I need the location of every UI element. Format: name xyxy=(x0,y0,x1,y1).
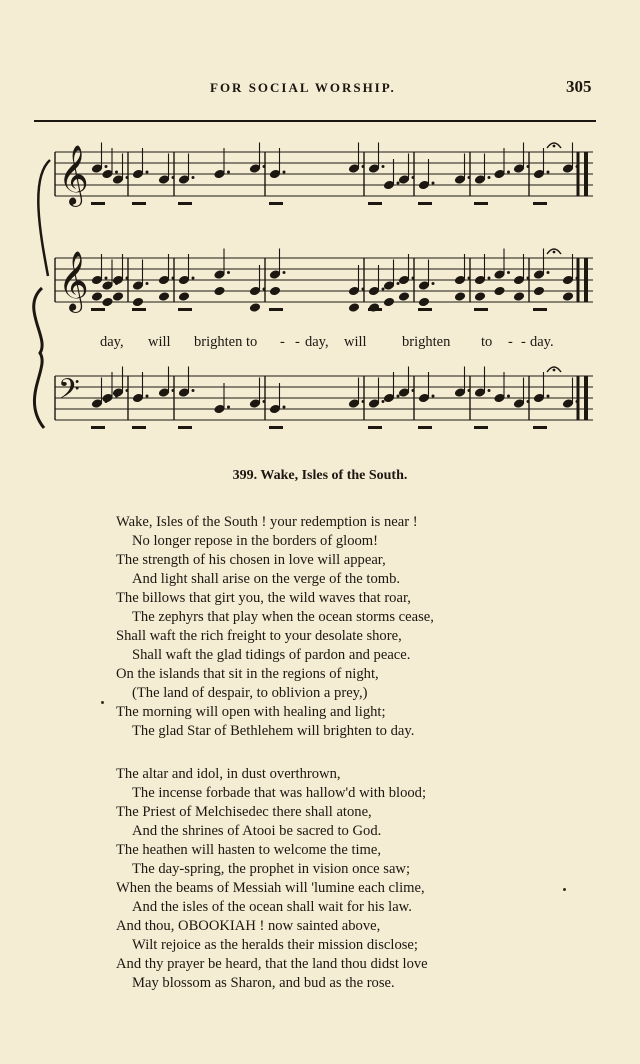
verse-line: And thou, OBOOKIAH ! now sainted above, xyxy=(116,918,381,934)
fermata-dot xyxy=(553,251,556,254)
ledger-mark xyxy=(269,426,283,429)
verse-line: Wake, Isles of the South ! your redemption is near ! xyxy=(116,514,418,530)
treble-clef-icon: 𝄞 xyxy=(58,251,89,311)
dot-mark xyxy=(362,288,365,291)
print-speck xyxy=(101,701,104,704)
note-head xyxy=(474,291,486,302)
verse-line: When the beams of Messiah will 'lumine each clime, xyxy=(116,880,425,896)
verse-line: On the islands that sit in the regions of night, xyxy=(116,666,379,682)
dot-mark xyxy=(263,400,266,403)
dot-mark xyxy=(412,176,415,179)
dot-mark xyxy=(192,389,195,392)
fermata-dot xyxy=(553,145,556,148)
note-head xyxy=(101,297,113,308)
dot-mark xyxy=(432,182,435,185)
lyric-syllable: - xyxy=(280,334,285,350)
verse-line: No longer repose in the borders of gloom! xyxy=(132,533,379,549)
dot-mark xyxy=(576,165,579,168)
verse-line: The billows that girt you, the wild waves that roar, xyxy=(116,590,411,606)
dot-mark xyxy=(283,271,286,274)
bass-clef-icon: 𝄢 xyxy=(58,373,80,413)
dot-mark xyxy=(432,282,435,285)
dot-mark xyxy=(172,176,175,179)
dot-mark xyxy=(192,277,195,280)
dot-mark xyxy=(362,400,365,403)
note-head xyxy=(158,291,170,302)
lyric-syllable: day. xyxy=(530,334,554,350)
hymn-title: 399. Wake, Isles of the South. xyxy=(232,468,408,483)
dot-mark xyxy=(115,171,118,174)
lyric-syllable: brighten to xyxy=(194,334,258,350)
verse-line: The glad Star of Bethlehem will brighten to day. xyxy=(132,723,415,739)
dot-mark xyxy=(507,171,510,174)
ledger-mark xyxy=(533,308,547,311)
ledger-mark xyxy=(418,308,432,311)
dot-mark xyxy=(507,395,510,398)
dot-mark xyxy=(527,400,530,403)
note-head xyxy=(562,291,574,302)
stanza-2 xyxy=(0,765,640,995)
dot-mark xyxy=(547,271,550,274)
dot-mark xyxy=(263,288,266,291)
header-rule xyxy=(34,120,596,122)
dot-mark xyxy=(576,400,579,403)
dot-mark xyxy=(227,271,230,274)
note-head xyxy=(418,297,430,308)
dot-mark xyxy=(397,182,400,185)
lyric-syllable: - xyxy=(521,334,526,350)
lyric-syllable: will xyxy=(148,334,171,350)
ledger-mark xyxy=(474,426,488,429)
ledger-mark xyxy=(132,426,146,429)
dot-mark xyxy=(283,406,286,409)
note-head xyxy=(213,286,225,297)
dot-mark xyxy=(192,176,195,179)
dot-mark xyxy=(382,400,385,403)
note-head xyxy=(91,291,103,302)
verse-line: The strength of his chosen in love will appear, xyxy=(116,552,386,568)
ledger-mark xyxy=(533,202,547,205)
dot-mark xyxy=(468,389,471,392)
note-head xyxy=(132,297,144,308)
note-head xyxy=(269,286,281,297)
system-brace xyxy=(34,288,44,428)
note-head xyxy=(368,302,380,313)
note-head xyxy=(493,286,505,297)
dot-mark xyxy=(146,395,149,398)
dot-mark xyxy=(382,288,385,291)
lyric-syllable: day, xyxy=(305,334,329,350)
verse-line: The Priest of Melchisedec there shall atone, xyxy=(116,804,372,820)
ledger-mark xyxy=(91,426,105,429)
dot-mark xyxy=(172,389,175,392)
lyric-syllable: - xyxy=(295,334,300,350)
ledger-mark xyxy=(269,308,283,311)
stanza-1 xyxy=(0,513,640,743)
ledger-mark xyxy=(474,202,488,205)
dot-mark xyxy=(146,171,149,174)
ledger-mark xyxy=(178,308,192,311)
ledger-mark xyxy=(533,426,547,429)
verse-line: And the isles of the ocean shall wait for his law. xyxy=(132,899,412,915)
note-head xyxy=(513,291,525,302)
verse-line: The heathen will hasten to welcome the time, xyxy=(116,842,382,858)
note-head xyxy=(383,297,395,308)
verse-line: And thy prayer be heard, that the land thou didst love xyxy=(116,956,428,972)
dot-mark xyxy=(432,395,435,398)
lyric-syllable: will xyxy=(344,334,367,350)
verse-line: Shall waft the rich freight to your desolate shore, xyxy=(116,628,402,644)
dot-mark xyxy=(126,389,129,392)
dot-mark xyxy=(576,277,579,280)
dot-mark xyxy=(488,176,491,179)
note-head xyxy=(178,291,190,302)
note-head xyxy=(398,291,410,302)
dot-mark xyxy=(527,165,530,168)
music-score xyxy=(0,138,640,438)
ledger-mark xyxy=(178,426,192,429)
verse-line: And light shall arise on the verge of the tomb. xyxy=(132,571,401,587)
dot-mark xyxy=(397,395,400,398)
ledger-mark xyxy=(474,308,488,311)
ledger-mark xyxy=(91,202,105,205)
note-head xyxy=(454,291,466,302)
verse-line: May blossom as Sharon, and bud as the rose. xyxy=(132,975,395,991)
note-head xyxy=(348,302,360,313)
dot-mark xyxy=(172,277,175,280)
dot-mark xyxy=(412,277,415,280)
verse-line: The day-spring, the prophet in vision once saw; xyxy=(132,861,411,877)
verse-line: The zephyrs that play when the ocean storms cease, xyxy=(132,609,434,625)
dot-mark xyxy=(105,165,108,168)
note-head xyxy=(533,286,545,297)
treble-clef-icon: 𝄞 xyxy=(58,145,89,205)
dot-mark xyxy=(382,165,385,168)
ledger-mark xyxy=(368,308,382,311)
ledger-mark xyxy=(368,202,382,205)
dot-mark xyxy=(547,395,550,398)
dot-mark xyxy=(468,176,471,179)
dot-mark xyxy=(547,171,550,174)
dot-mark xyxy=(527,277,530,280)
dot-mark xyxy=(468,277,471,280)
ledger-mark xyxy=(418,202,432,205)
dot-mark xyxy=(263,165,266,168)
ledger-mark xyxy=(91,308,105,311)
page-number: 305 xyxy=(566,77,592,96)
ledger-mark xyxy=(418,426,432,429)
ledger-mark xyxy=(269,202,283,205)
verse-line: Shall waft the glad tidings of pardon and peace. xyxy=(132,647,411,663)
dot-mark xyxy=(412,389,415,392)
fermata-dot xyxy=(553,369,556,372)
verse-line: The incense forbade that was hallow'd with blood; xyxy=(132,785,427,801)
ledger-mark xyxy=(132,202,146,205)
dot-mark xyxy=(227,406,230,409)
dot-mark xyxy=(283,171,286,174)
dot-mark xyxy=(105,277,108,280)
verse-line: Wilt rejoice as the heralds their mission disclose; xyxy=(132,937,418,953)
dot-mark xyxy=(126,277,129,280)
system-bracket xyxy=(38,160,50,276)
lyric-syllable: brighten xyxy=(402,334,451,350)
lyric-syllable: day, xyxy=(100,334,124,350)
lyric-syllable: - xyxy=(508,334,513,350)
print-speck xyxy=(563,888,566,891)
lyric-syllable: to xyxy=(481,334,493,350)
verse-line: The altar and idol, in dust overthrown, xyxy=(116,766,341,782)
dot-mark xyxy=(227,171,230,174)
note-head xyxy=(112,291,124,302)
ledger-mark xyxy=(132,308,146,311)
dot-mark xyxy=(488,389,491,392)
dot-mark xyxy=(126,176,129,179)
verse-line: The morning will open with healing and light; xyxy=(116,704,386,720)
verse-line: (The land of despair, to oblivion a prey,) xyxy=(132,685,368,701)
dot-mark xyxy=(488,277,491,280)
note-head xyxy=(249,302,261,313)
running-title: FOR SOCIAL WORSHIP. xyxy=(210,80,396,95)
dot-mark xyxy=(146,282,149,285)
dot-mark xyxy=(397,282,400,285)
dot-mark xyxy=(362,165,365,168)
ledger-mark xyxy=(368,426,382,429)
ledger-mark xyxy=(178,202,192,205)
verse-line: And the shrines of Atooi be sacred to God. xyxy=(132,823,382,839)
dot-mark xyxy=(507,271,510,274)
